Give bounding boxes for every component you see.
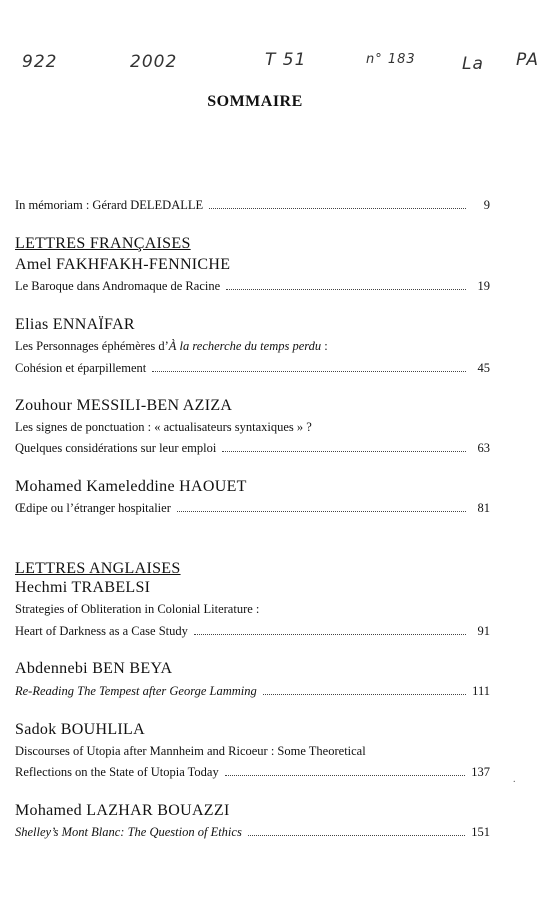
section-heading: LETTRES ANGLAISES <box>15 560 181 577</box>
toc-entry-text: Quelques considérations sur leur emploi <box>15 441 217 455</box>
title-prefix: Les Personnages éphémères d’ <box>15 339 169 353</box>
author-name: Zouhour MESSILI-BEN AZIZA <box>15 397 233 414</box>
page-number: 137 <box>471 765 490 779</box>
toc-entry <box>15 765 490 780</box>
toc-entry <box>15 624 490 639</box>
annotation-text: La <box>462 54 484 74</box>
toc-entry <box>15 441 490 456</box>
toc-entry-text: Re-Reading The Tempest after George Lamming <box>15 684 257 698</box>
toc-entry-text: Les signes de ponctuation : « actualisateurs syntaxiques » ? <box>15 420 312 434</box>
toc-entry-text: Shelley’s Mont Blanc: The Question of Ethics <box>15 825 242 839</box>
annotation-text: T 51 <box>265 50 307 70</box>
dot-leader <box>263 694 466 695</box>
author-name: Hechmi TRABELSI <box>15 579 151 596</box>
annotation-text: PA <box>516 50 540 70</box>
page-number: 19 <box>477 279 490 293</box>
author-name: Abdennebi BEN BEYA <box>15 660 173 677</box>
toc-entry-text: Strategies of Obliteration in Colonial Literature : <box>15 602 260 616</box>
author-name: Amel FAKHFAKH-FENNICHE <box>15 256 231 273</box>
toc-entry-text <box>15 339 328 354</box>
author-name: Mohamed LAZHAR BOUAZZI <box>15 802 230 819</box>
toc-entry-text: In mémoriam : Gérard DELEDALLE <box>15 198 204 212</box>
toc-entry-text: Heart of Darkness as a Case Study <box>15 624 188 638</box>
annotation-text: n° 183 <box>366 52 416 67</box>
stray-mark: . <box>513 774 516 785</box>
page-number: 111 <box>472 684 490 698</box>
toc-entry <box>15 825 490 840</box>
page-number: 63 <box>477 441 490 455</box>
toc-entry-text: Cohésion et éparpillement <box>15 361 147 375</box>
page-title: SOMMAIRE <box>207 93 303 110</box>
page-number: 81 <box>477 501 490 515</box>
annotation-text: 922 <box>22 52 58 72</box>
dot-leader <box>194 634 466 635</box>
title-suffix: : <box>321 339 328 353</box>
author-name: Elias ENNAÏFAR <box>15 316 135 333</box>
author-name: Mohamed Kameleddine HAOUET <box>15 478 247 495</box>
handwritten-annotations <box>0 44 550 84</box>
dot-leader <box>248 835 465 836</box>
toc-entry-text: Reflections on the State of Utopia Today <box>15 765 219 779</box>
toc-entry <box>15 198 490 213</box>
page-number: 45 <box>477 361 490 375</box>
dot-leader <box>222 451 466 452</box>
dot-leader <box>226 289 466 290</box>
page-number: 9 <box>483 198 490 212</box>
dot-leader <box>209 208 466 209</box>
dot-leader <box>177 511 466 512</box>
toc-entry <box>15 361 490 376</box>
page-number: 91 <box>477 624 490 638</box>
toc-entry <box>15 501 490 516</box>
page-number: 151 <box>471 825 490 839</box>
toc-entry-text: Le Baroque dans Andromaque de Racine <box>15 279 221 293</box>
toc-entry-text: Œdipe ou l’étranger hospitalier <box>15 501 171 515</box>
section-heading: LETTRES FRANÇAISES <box>15 235 191 252</box>
toc-entry <box>15 684 490 699</box>
toc-entry-text: Discourses of Utopia after Mannheim and Ricoeur : Some Theoretical <box>15 744 366 758</box>
annotation-text: 2002 <box>130 52 178 72</box>
dot-leader <box>225 775 466 776</box>
title-italic: À la recherche du temps perdu <box>168 339 322 353</box>
author-name: Sadok BOUHLILA <box>15 721 145 738</box>
dot-leader <box>152 371 466 372</box>
toc-entry <box>15 279 490 294</box>
